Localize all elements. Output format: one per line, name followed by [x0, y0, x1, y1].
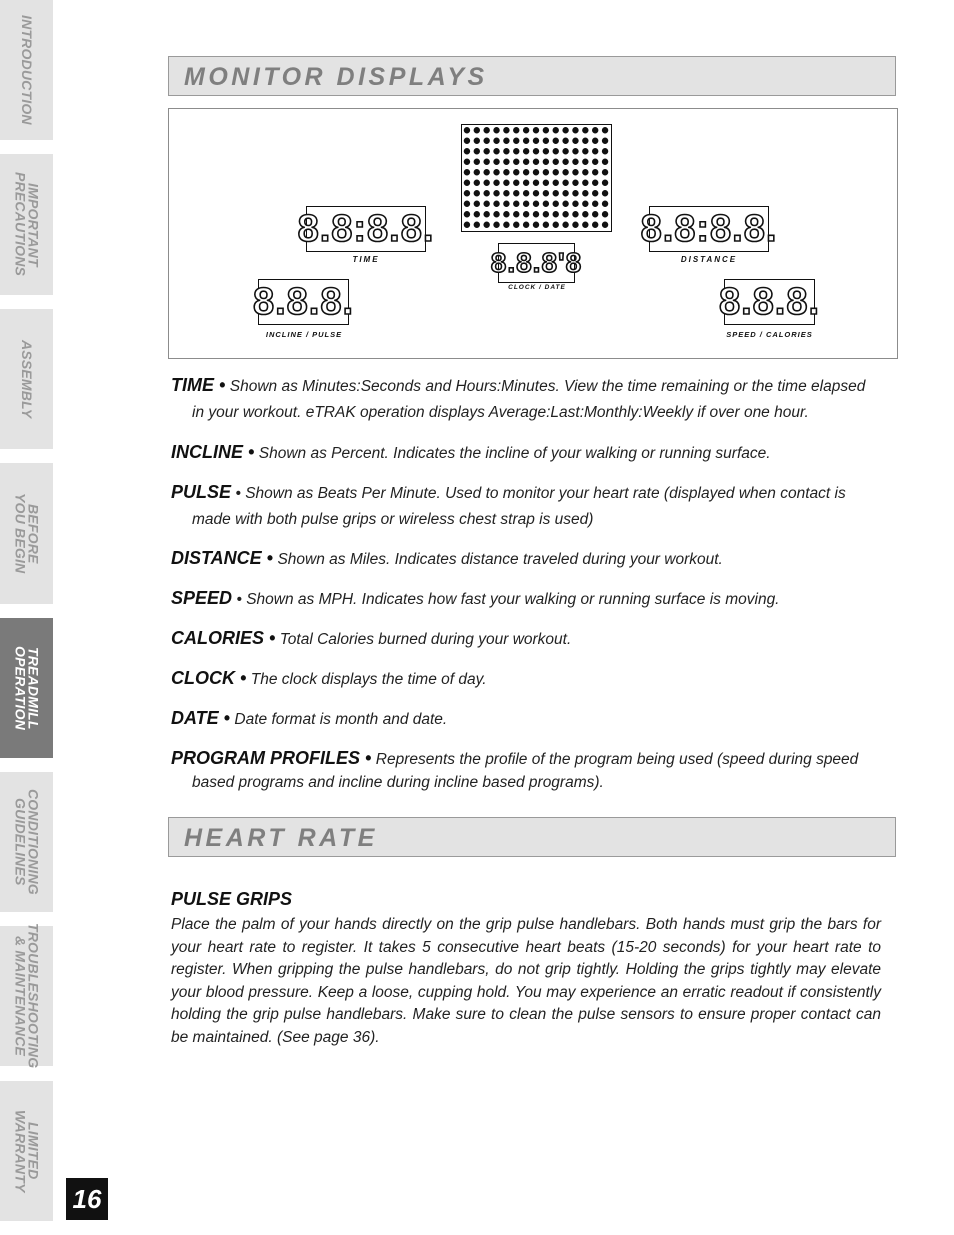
definition-text: Represents the profile of the program being used (speed during speed based programs and incline during incline based programs). [192, 751, 859, 791]
definition-pulse [171, 481, 871, 533]
matrix-dot [533, 201, 539, 207]
definition-program-profiles [171, 747, 871, 794]
tab-conditioning-guidelines[interactable] [0, 772, 53, 912]
matrix-dot [493, 222, 499, 228]
matrix-dot [572, 190, 578, 196]
matrix-dot [493, 211, 499, 217]
matrix-dot [523, 222, 529, 228]
pulse-grips-paragraph: Place the palm of your hands directly on the grip pulse handlebars. Both hands must grip the bars for your heart rate to register. It takes 5 consecutive heart beats (15-20 seconds) for your heart rate to register. When gripping the pulse handlebars, do not grip tightly. Holding the grips tightly may elevate your blood pressure. Keep a loose, cupping hold. You may experience an erratic readout if consistently holding the grip pulse handlebars. Make sure to clean the pulse sensors to ensure proper contact can be maintained. (See page 36). [171, 916, 881, 1046]
matrix-dot [503, 222, 509, 228]
distance-label: DISTANCE [680, 255, 738, 264]
matrix-dot [493, 138, 499, 144]
definition-term: INCLINE • [171, 442, 255, 462]
matrix-dot [562, 201, 568, 207]
time-digits: 8.8:8.8. [297, 208, 435, 250]
matrix-dot [543, 148, 549, 154]
matrix-dot [553, 159, 559, 165]
time-label: TIME [352, 255, 380, 264]
matrix-dot [572, 138, 578, 144]
tab-label: LIMITED WARRANTY [12, 1109, 42, 1193]
definition-speed [171, 587, 871, 613]
distance-digits: 8.8:8.8. [640, 208, 778, 250]
matrix-dot [513, 190, 519, 196]
matrix-dot [513, 222, 519, 228]
matrix-dot [572, 159, 578, 165]
matrix-dot [493, 201, 499, 207]
section-header-monitor-displays [168, 56, 896, 96]
matrix-dot [562, 138, 568, 144]
matrix-dot [483, 180, 489, 186]
matrix-dot [483, 201, 489, 207]
matrix-dot [483, 148, 489, 154]
matrix-dot [602, 159, 608, 165]
matrix-dot [543, 201, 549, 207]
matrix-dot [474, 190, 480, 196]
matrix-dot [582, 159, 588, 165]
matrix-dot [464, 180, 470, 186]
matrix-dot [493, 127, 499, 133]
matrix-dot [543, 222, 549, 228]
matrix-dot [582, 201, 588, 207]
speed-digits: 8.8.8. [718, 281, 821, 323]
matrix-dot [474, 211, 480, 217]
matrix-dot [493, 190, 499, 196]
matrix-dot [503, 127, 509, 133]
matrix-dot [602, 127, 608, 133]
matrix-dot [483, 127, 489, 133]
matrix-dot [523, 169, 529, 175]
matrix-dot [483, 211, 489, 217]
tab-label: ASSEMBLY [19, 339, 35, 419]
matrix-dot [513, 127, 519, 133]
tab-limited-warranty[interactable] [0, 1081, 53, 1221]
matrix-dot [503, 180, 509, 186]
matrix-dot [553, 138, 559, 144]
matrix-dot [543, 159, 549, 165]
time-display [297, 206, 435, 252]
matrix-dot [602, 211, 608, 217]
matrix-dot [523, 138, 529, 144]
matrix-dot [474, 148, 480, 154]
tab-before-you-begin[interactable] [0, 463, 53, 604]
matrix-dot [513, 148, 519, 154]
tab-treadmill-operation[interactable] [0, 618, 53, 758]
matrix-dot [474, 222, 480, 228]
matrix-dot [464, 148, 470, 154]
matrix-dot [592, 201, 598, 207]
matrix-dot [483, 138, 489, 144]
matrix-dot [592, 190, 598, 196]
matrix-dot [483, 190, 489, 196]
tab-important-precautions[interactable] [0, 154, 53, 295]
matrix-dot [562, 190, 568, 196]
tab-introduction[interactable] [0, 0, 53, 140]
definition-time [171, 374, 871, 426]
matrix-dot [503, 138, 509, 144]
matrix-dot [503, 169, 509, 175]
matrix-dot [562, 180, 568, 186]
distance-display [640, 206, 778, 252]
matrix-dot [513, 211, 519, 217]
matrix-dot [553, 211, 559, 217]
matrix-dot [572, 201, 578, 207]
matrix-dot [474, 169, 480, 175]
matrix-dot [474, 159, 480, 165]
matrix-dot [533, 180, 539, 186]
matrix-dot [483, 222, 489, 228]
clock-display [490, 243, 583, 283]
matrix-dot [572, 222, 578, 228]
section-header-heart-rate [168, 817, 896, 857]
definition-clock [171, 667, 871, 693]
matrix-dot [553, 180, 559, 186]
matrix-dot [523, 201, 529, 207]
matrix-dot [464, 159, 470, 165]
section-title: HEART RATE [184, 824, 378, 852]
pulse-grips-heading: PULSE GRIPS [171, 889, 293, 909]
matrix-dot [553, 222, 559, 228]
matrix-dot [543, 180, 549, 186]
page-number: 16 [66, 1178, 108, 1220]
matrix-dot [602, 201, 608, 207]
definition-date [171, 707, 871, 733]
matrix-dot [543, 190, 549, 196]
matrix-dot [503, 148, 509, 154]
tab-label: TROUBLESHOOTING & MAINTENANCE [12, 923, 42, 1069]
matrix-dot [562, 211, 568, 217]
matrix-dot [562, 148, 568, 154]
matrix-dot [503, 211, 509, 217]
matrix-dot [553, 169, 559, 175]
definition-text: • Shown as Beats Per Minute. Used to monitor your heart rate (displayed when contact is made with both pulse grips or wireless chest strap is used) [192, 485, 846, 528]
display-definitions [171, 374, 871, 794]
matrix-dot [523, 211, 529, 217]
matrix-dot [474, 138, 480, 144]
incline-label: INCLINE / PULSE [265, 330, 343, 339]
speed-label: SPEED / CALORIES [726, 330, 813, 339]
matrix-dot [513, 201, 519, 207]
matrix-dot [572, 127, 578, 133]
matrix-dot [543, 127, 549, 133]
section-tabs [0, 0, 53, 1235]
definition-term: PROGRAM PROFILES • [171, 748, 372, 768]
matrix-dot [592, 127, 598, 133]
definition-term: DATE • [171, 708, 230, 728]
matrix-dot [562, 169, 568, 175]
matrix-dot [582, 180, 588, 186]
matrix-dot [572, 148, 578, 154]
matrix-dot [533, 138, 539, 144]
matrix-dot [523, 148, 529, 154]
matrix-dot [523, 127, 529, 133]
tab-assembly[interactable] [0, 309, 53, 449]
matrix-dot [543, 211, 549, 217]
incline-digits: 8.8.8. [252, 281, 355, 323]
matrix-dot [513, 169, 519, 175]
matrix-dot [592, 169, 598, 175]
matrix-dot [572, 211, 578, 217]
definition-text: • Shown as MPH. Indicates how fast your walking or running surface is moving. [236, 591, 780, 608]
clock-label: CLOCK / DATE [508, 284, 566, 291]
matrix-dot [533, 148, 539, 154]
matrix-dot [493, 159, 499, 165]
matrix-dot [562, 127, 568, 133]
matrix-dot [553, 148, 559, 154]
matrix-dot [483, 169, 489, 175]
definition-calories [171, 627, 871, 653]
tab-label: IMPORTANT PRECAUTIONS [12, 172, 42, 277]
dot-matrix-display [461, 124, 612, 232]
matrix-dot [493, 148, 499, 154]
matrix-dot [592, 148, 598, 154]
matrix-dot [483, 159, 489, 165]
definition-distance [171, 547, 871, 573]
matrix-dot [572, 169, 578, 175]
matrix-dot [602, 190, 608, 196]
matrix-dot [602, 169, 608, 175]
matrix-dot [513, 159, 519, 165]
matrix-dot [513, 180, 519, 186]
definition-term: CALORIES • [171, 628, 276, 648]
console-diagram [168, 108, 898, 359]
matrix-dot [582, 138, 588, 144]
matrix-dot [533, 169, 539, 175]
matrix-dot [503, 190, 509, 196]
tab-troubleshooting-maintenance[interactable] [0, 923, 53, 1069]
matrix-dot [553, 127, 559, 133]
section-title: MONITOR DISPLAYS [184, 63, 488, 91]
matrix-dot [582, 127, 588, 133]
matrix-dot [602, 138, 608, 144]
definition-term: CLOCK • [171, 668, 247, 688]
matrix-dot [602, 148, 608, 154]
definition-text: The clock displays the time of day. [250, 671, 487, 688]
matrix-dot [543, 138, 549, 144]
matrix-dot [474, 201, 480, 207]
matrix-dot [562, 222, 568, 228]
matrix-dot [464, 201, 470, 207]
matrix-dot [592, 159, 598, 165]
tab-label: INTRODUCTION [19, 15, 35, 125]
matrix-dot [582, 211, 588, 217]
tab-label: BEFORE YOU BEGIN [12, 493, 42, 574]
matrix-dot [533, 127, 539, 133]
definition-text: Shown as Miles. Indicates distance traveled during your workout. [277, 551, 723, 568]
matrix-dot [493, 169, 499, 175]
dot-matrix-grid [462, 125, 610, 230]
matrix-dot [592, 222, 598, 228]
definition-term: SPEED [171, 588, 233, 608]
matrix-dot [533, 211, 539, 217]
matrix-dot [513, 138, 519, 144]
matrix-dot [474, 180, 480, 186]
matrix-dot [602, 180, 608, 186]
matrix-dot [592, 138, 598, 144]
matrix-dot [503, 201, 509, 207]
matrix-dot [592, 211, 598, 217]
matrix-dot [464, 127, 470, 133]
definition-term: TIME • [171, 375, 226, 395]
matrix-dot [464, 211, 470, 217]
matrix-dot [592, 180, 598, 186]
definition-text: Total Calories burned during your workout. [279, 631, 572, 648]
matrix-dot [474, 127, 480, 133]
definition-text: Date format is month and date. [234, 711, 448, 728]
incline-display [252, 279, 355, 325]
matrix-dot [523, 159, 529, 165]
speed-display [718, 279, 821, 325]
matrix-dot [602, 222, 608, 228]
matrix-dot [543, 169, 549, 175]
matrix-dot [493, 180, 499, 186]
tab-label: TREADMILL OPERATION [12, 646, 42, 730]
definition-term: DISTANCE • [171, 548, 273, 568]
matrix-dot [533, 222, 539, 228]
matrix-dot [533, 190, 539, 196]
definition-incline [171, 441, 871, 467]
matrix-dot [553, 190, 559, 196]
matrix-dot [523, 190, 529, 196]
definition-text: Shown as Minutes:Seconds and Hours:Minutes. View the time remaining or the time elapsed in your workout. eTRAK operation displays Average:Last:Monthly:Weekly if over one hour. [192, 378, 866, 421]
clock-digits: 8.8.8'8 [490, 247, 583, 278]
matrix-dot [533, 159, 539, 165]
tab-label: CONDITIONING GUIDELINES [12, 789, 42, 895]
matrix-dot [464, 190, 470, 196]
matrix-dot [572, 180, 578, 186]
matrix-dot [503, 159, 509, 165]
matrix-dot [464, 169, 470, 175]
matrix-dot [582, 190, 588, 196]
matrix-dot [523, 180, 529, 186]
matrix-dot [464, 222, 470, 228]
matrix-dot [582, 222, 588, 228]
definition-text: Shown as Percent. Indicates the incline of your walking or running surface. [258, 445, 771, 462]
matrix-dot [464, 138, 470, 144]
definition-term: PULSE [171, 482, 232, 502]
matrix-dot [553, 201, 559, 207]
matrix-dot [582, 148, 588, 154]
matrix-dot [582, 169, 588, 175]
matrix-dot [562, 159, 568, 165]
